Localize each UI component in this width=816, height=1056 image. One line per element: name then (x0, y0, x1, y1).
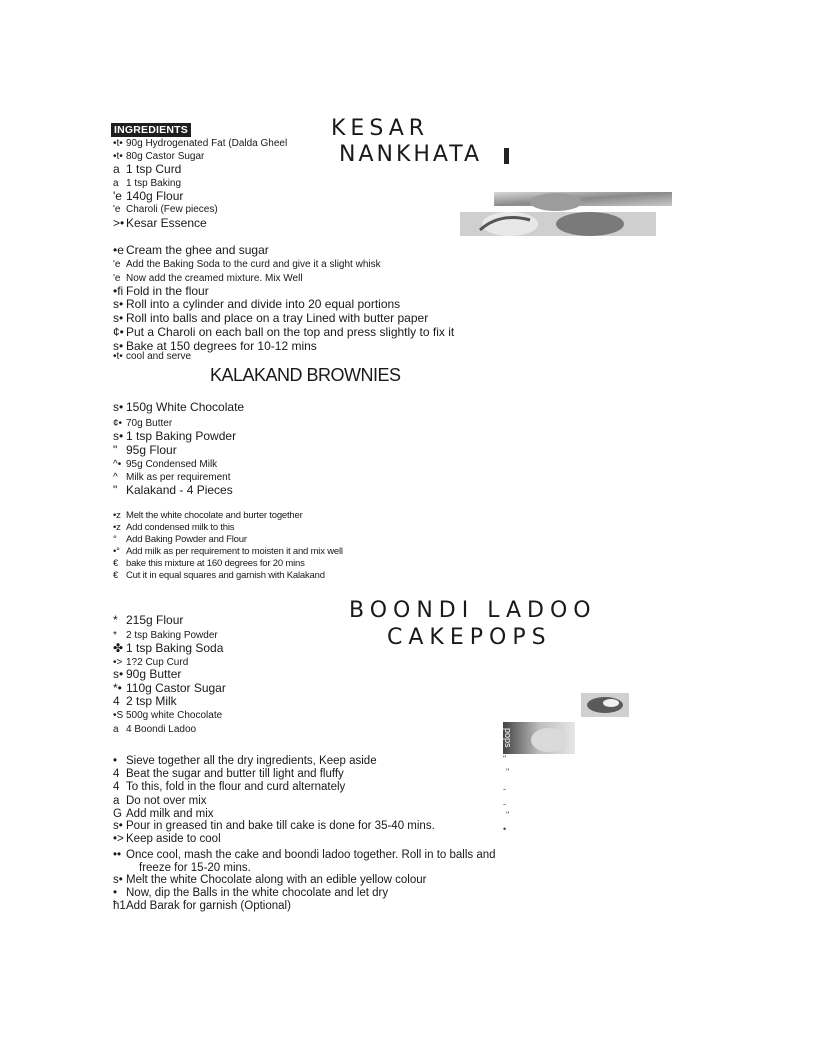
ingredient-item-text: 215g Flour (126, 613, 184, 627)
step-item-text: Fold in the flour (126, 284, 209, 298)
step-item-text: Add Barak for garnish (Optional) (126, 900, 291, 912)
step-item (113, 298, 400, 311)
ingredient-item-bullet: " (113, 483, 118, 497)
ingredient-item-bullet: •t• (113, 138, 123, 149)
ingredient-item-bullet: *• (113, 681, 122, 695)
step-item-bullet: •t• (113, 351, 123, 362)
step-item (113, 350, 191, 363)
ingredient-item-text: 1?2 Cup Curd (126, 657, 189, 668)
step-item-bullet: •° (113, 546, 120, 557)
step-item (113, 849, 496, 862)
ingredient-item (113, 695, 177, 708)
step-item-bullet: s• (113, 311, 124, 325)
ingredient-item-text: Charoli (Few pieces) (126, 204, 218, 215)
ingredient-item-bullet: 'e (113, 204, 121, 215)
step-item-text: Now add the creamed mixture. Mix Well (126, 273, 303, 284)
ingredient-item-text: 90g Hydrogenated Fat (Dalda Gheel (126, 138, 288, 149)
ingredient-item-bullet: a (113, 724, 119, 735)
ingredient-item-bullet: a (113, 162, 120, 176)
ingredient-item-text: 140g Flour (126, 189, 184, 203)
ingredient-item (113, 203, 218, 216)
step-item-bullet: ћ1 (113, 900, 126, 912)
step-item-text: Roll into balls and place on a tray Lined with butter paper (126, 311, 429, 325)
ingredient-item (113, 484, 233, 497)
ingredient-item (113, 642, 223, 655)
step-item-bullet: •fi (113, 284, 124, 298)
step-item (113, 874, 426, 887)
kalakand-title: KALAKAND BROWNIES (210, 365, 401, 385)
ingredient-item-bullet: a (113, 178, 119, 189)
ingredient-item (113, 614, 183, 627)
step-item (113, 820, 435, 833)
ingredient-item-text: Kesar Essence (126, 216, 207, 230)
ingredient-item (113, 137, 287, 150)
ingredient-item-bullet: •t• (113, 151, 123, 162)
step-item (113, 312, 428, 325)
step-item-text: Melt the white chocolate and burter together (126, 510, 303, 521)
cakepops-photo (503, 722, 575, 754)
step-item-text: Add milk and mix (126, 808, 214, 820)
step-item-text: Roll into a cylinder and divide into 20 equal portions (126, 297, 401, 311)
boondi-title-line1: BOONDI LADOO (349, 598, 597, 623)
ingredient-item-text: 80g Castor Sugar (126, 151, 205, 162)
nankhata-photo (460, 190, 672, 238)
step-item-text: To this, fold in the flour and curd alternately (126, 781, 346, 793)
ingredient-item-text: 95g Condensed Milk (126, 459, 218, 470)
ingredient-item-text: 1 tsp Curd (126, 162, 182, 176)
ingredient-item-bullet: s• (113, 667, 124, 681)
kesar-title-line1: KESAR (331, 116, 430, 141)
step-item-text: Add milk as per requirement to moisten it and mix well (126, 546, 343, 557)
ingredient-item-text: 1 tsp Baking Powder (126, 429, 237, 443)
boondi-title-line2: CAKEPOPS (387, 625, 552, 650)
ingredient-item-bullet: ✤ (113, 641, 124, 655)
step-item-text: Beat the sugar and butter till light and fluffy (126, 768, 344, 780)
ingredient-item-bullet: 'e (113, 189, 122, 203)
step-item-text: Now, dip the Balls in the white chocolate and let dry (126, 887, 389, 899)
ingredient-item-bullet: s• (113, 429, 124, 443)
ingredient-item (113, 709, 222, 722)
ingredient-item-text: 2 tsp Baking Powder (126, 630, 218, 641)
step-item-bullet: •> (113, 833, 124, 845)
ingredient-item (113, 430, 236, 443)
step-item-text: Bake at 150 degrees for 10-12 mins (126, 339, 317, 353)
ingredient-item (113, 190, 183, 203)
ingredient-item-text: Kalakand - 4 Pieces (126, 483, 233, 497)
step-item-text: Add the Baking Soda to the curd and give it a slight whisk (126, 259, 381, 270)
ingredient-item-text: 4 Boondi Ladoo (126, 724, 197, 735)
step-item-text: freeze for 15-20 mins. (139, 862, 251, 874)
step-item (113, 768, 344, 781)
ingredient-item-text: 2 tsp Milk (126, 694, 177, 708)
step-item-bullet: € (113, 558, 119, 569)
step-item-text: cool and serve (126, 351, 192, 362)
cakepops-photo-text: pops (503, 728, 513, 748)
step-item-bullet: s• (113, 820, 123, 832)
ingredient-item-bullet: 4 (113, 694, 120, 708)
ingredient-item-bullet: * (113, 613, 118, 627)
step-item (113, 781, 345, 794)
step-item-bullet: •• (113, 849, 122, 861)
step-item-bullet: ¢• (113, 325, 124, 339)
step-item-text: Pour in greased tin and bake till cake is done for 35-40 mins. (126, 820, 435, 832)
step-item-text: Once cool, mash the cake and boondi ladoo together. Roll in to balls and (126, 849, 496, 861)
step-item-text: Add Baking Powder and Flour (126, 534, 247, 545)
ingredient-item-text: 95g Flour (126, 443, 177, 457)
step-item-bullet: s• (113, 874, 123, 886)
step-item-text: Keep aside to cool (126, 833, 221, 845)
step-item (113, 258, 381, 271)
ingredient-item-text: 110g Castor Sugar (126, 681, 226, 695)
ingredient-item (113, 163, 181, 176)
step-item-bullet: ° (113, 534, 117, 545)
side-mark: " (506, 810, 510, 820)
ingredient-item-text: 1 tsp Baking Soda (126, 641, 224, 655)
ingredient-item-bullet: s• (113, 400, 124, 414)
step-item-text: Do not over mix (126, 795, 207, 807)
ingredient-item-bullet: * (113, 630, 117, 641)
step-item-bullet: 'e (113, 273, 121, 284)
step-item-bullet: G (113, 808, 122, 820)
step-item-text: Put a Charoli on each ball on the top and press slightly to fix it (126, 325, 455, 339)
step-item-bullet: • (113, 755, 118, 767)
ingredient-item (113, 723, 196, 736)
step-item-text: Sieve together all the dry ingredients, Keep aside (126, 755, 377, 767)
side-mark: • (503, 824, 507, 834)
ingredient-item (113, 458, 217, 471)
step-item (113, 569, 325, 582)
step-item (113, 795, 207, 808)
cakepops-photo-small (581, 693, 629, 717)
side-mark: " (506, 767, 510, 777)
step-item-bullet: 4 (113, 781, 120, 793)
ingredient-item-bullet: •S (113, 710, 124, 721)
ingredient-item-bullet: ^ (113, 472, 118, 483)
title-bar-mark (504, 148, 509, 164)
ingredient-item-bullet: ¢• (113, 418, 123, 429)
step-item (113, 326, 454, 339)
step-item-bullet: s• (113, 339, 124, 353)
step-item-bullet: • (113, 887, 118, 899)
ingredient-item-bullet: " (113, 443, 118, 457)
step-item (113, 833, 221, 846)
ingredient-item (113, 401, 244, 414)
ingredient-item (113, 217, 207, 230)
step-item-bullet: •z (113, 510, 121, 521)
ingredient-item (113, 444, 177, 457)
step-item-text: Cream the ghee and sugar (126, 243, 269, 257)
step-item-bullet: € (113, 570, 119, 581)
ingredient-item-text: 150g White Chocolate (126, 400, 245, 414)
ingredient-item-text: Milk as per requirement (126, 472, 231, 483)
step-item (113, 887, 388, 900)
step-item (113, 900, 291, 913)
ingredient-item-text: 70g Butter (126, 418, 173, 429)
step-item-text: Add condensed milk to this (126, 522, 235, 533)
step-item-bullet: s• (113, 297, 124, 311)
step-item-bullet: 4 (113, 768, 120, 780)
side-mark: " (503, 754, 507, 764)
ingredient-item-text: 1 tsp Baking (126, 178, 182, 189)
ingredient-item (113, 668, 181, 681)
side-mark: - (503, 784, 506, 794)
ingredient-item-text: 500g white Chocolate (126, 710, 223, 721)
ingredient-item-text: 90g Butter (126, 667, 182, 681)
step-item-text: Cut it in equal squares and garnish with Kalakand (126, 570, 325, 581)
kesar-title-line2: NANKHATA (339, 142, 483, 167)
step-item-bullet: 'e (113, 259, 121, 270)
step-item-bullet: a (113, 795, 120, 807)
step-item-bullet: •z (113, 522, 121, 533)
step-item-bullet: •e (113, 243, 124, 257)
step-item (113, 755, 377, 768)
ingredient-item-bullet: •> (113, 657, 123, 668)
step-item (113, 244, 269, 257)
side-mark: - (503, 799, 506, 809)
step-item-text: Melt the white Chocolate along with an edible yellow colour (126, 874, 427, 886)
ingredients-badge: INGREDIENTS (111, 123, 191, 137)
step-item-text: bake this mixture at 160 degrees for 20 mins (126, 558, 305, 569)
ingredient-item-bullet: >• (113, 216, 125, 230)
ingredient-item-bullet: ^• (113, 459, 122, 470)
